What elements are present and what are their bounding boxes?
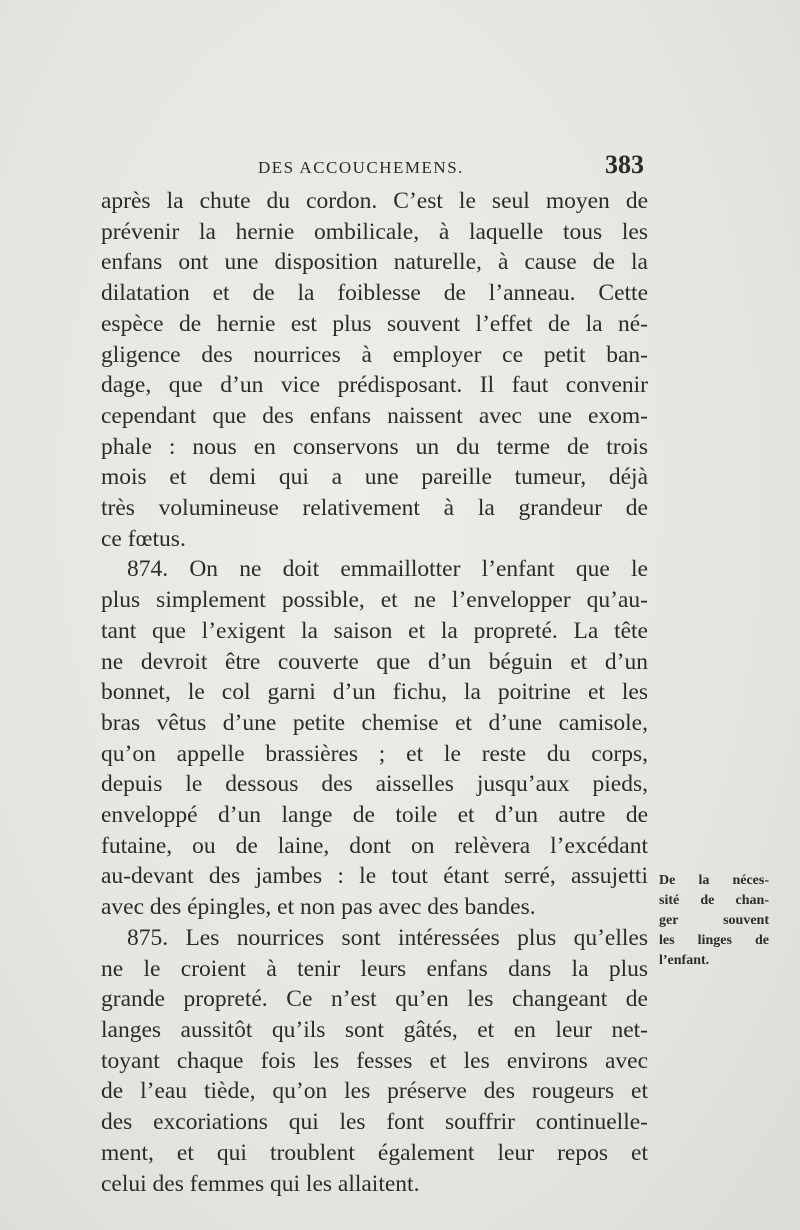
- text-line: prévenir la hernie ombilicale, à laquelle tous les: [101, 218, 648, 245]
- text-line: mois et demi qui a une pareille tumeur, déjà: [101, 464, 648, 491]
- marginal-note-line: l’enfant.: [659, 953, 710, 968]
- text-line: phale : nous en conservons un du terme de trois: [101, 433, 648, 460]
- text-line: celui des femmes qui les allaitent.: [101, 1170, 420, 1197]
- running-title: DES ACCOUCHEMENS.: [258, 158, 464, 177]
- text-line: ment, et qui troublent également leur repos et: [101, 1139, 648, 1166]
- text-line: dilatation et de la foiblesse de l’anneau. Cette: [101, 280, 648, 307]
- marginal-note-line: De la néces-: [659, 873, 769, 888]
- text-line: très volumineuse relativement à la grandeur de: [101, 495, 648, 522]
- text-line: bras vêtus d’une petite chemise et d’une camisole,: [101, 709, 648, 736]
- text-line: après la chute du cordon. C’est le seul moyen de: [101, 188, 648, 214]
- text-line: des excoriations qui les font souffrir continuelle-: [101, 1109, 648, 1136]
- marginal-note-line: ger souvent: [659, 913, 769, 928]
- page-number: 383: [605, 150, 644, 179]
- text-line: futaine, ou de laine, dont on relèvera l’excédant: [101, 832, 648, 859]
- text-line: gligence des nourrices à employer ce petit ban-: [101, 341, 648, 368]
- paragraph-875-start: 875. Les nourrices sont intéressées plus qu’elles: [127, 924, 648, 951]
- text-line: plus simplement possible, et ne l’envelopper qu’au-: [101, 587, 648, 614]
- marginal-note-line: sité de chan-: [659, 893, 769, 908]
- text-line: ne le croient à tenir leurs enfans dans la plus: [101, 955, 648, 982]
- paragraph-874-start: 874. On ne doit emmaillotter l’enfant que le: [127, 556, 648, 583]
- text-line: au-devant des jambes : le tout étant serré, assujetti: [101, 863, 648, 890]
- marginal-note-line: les linges de: [659, 933, 769, 948]
- text-line: tant que l’exigent la saison et la propreté. La tête: [101, 617, 648, 644]
- text-line: ne devroit être couverte que d’un béguin et d’un: [101, 648, 648, 675]
- text-line: cependant que des enfans naissent avec une exom-: [101, 402, 648, 429]
- text-line: dage, que d’un vice prédisposant. Il faut convenir: [101, 372, 648, 399]
- text-line: langes aussitôt qu’ils sont gâtés, et en leur net-: [101, 1016, 648, 1043]
- text-line: grande propreté. Ce n’est qu’en les changeant de: [101, 986, 648, 1013]
- text-line: depuis le dessous des aisselles jusqu’aux pieds,: [101, 771, 648, 798]
- text-line: ce fœtus.: [101, 525, 186, 552]
- text-line: espèce de hernie est plus souvent l’effet de la né-: [101, 310, 648, 337]
- body-text: [101, 186, 648, 1199]
- text-line: enveloppé d’un lange de toile et d’un autre de: [101, 802, 648, 829]
- text-line: toyant chaque fois les fesses et les environs avec: [101, 1047, 648, 1074]
- text-line: bonnet, le col garni d’un fichu, la poitrine et les: [101, 679, 648, 706]
- marginal-note: [659, 871, 769, 971]
- text-line: qu’on appelle brassières ; et le reste du corps,: [101, 740, 648, 767]
- text-line: enfans ont une disposition naturelle, à cause de la: [101, 249, 648, 276]
- text-line: de l’eau tiède, qu’on les préserve des rougeurs et: [101, 1078, 648, 1105]
- page-header: [258, 150, 644, 190]
- text-line: avec des épingles, et non pas avec des bandes.: [101, 894, 536, 921]
